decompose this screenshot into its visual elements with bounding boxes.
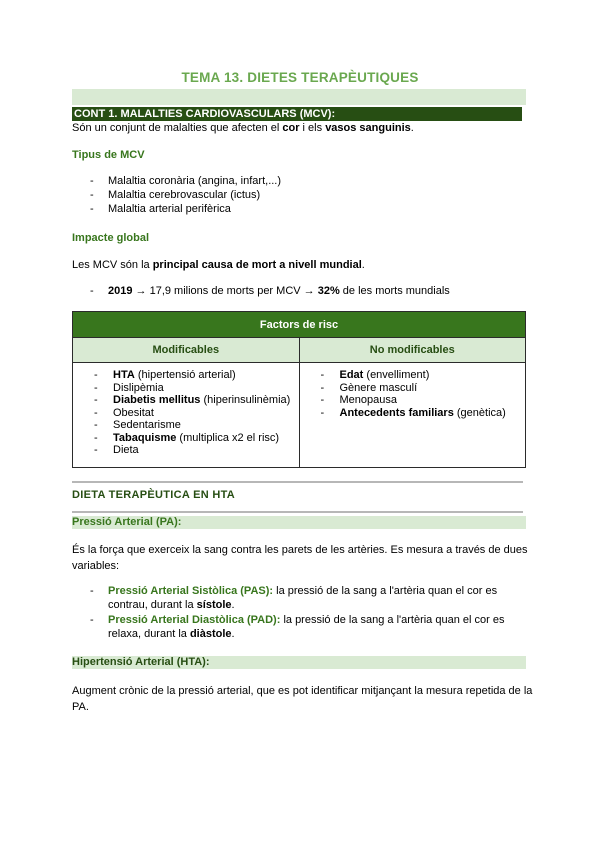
item-bold: HTA bbox=[113, 369, 135, 381]
stat-year: 2019 bbox=[108, 285, 133, 297]
table-list-item bbox=[73, 432, 299, 445]
item-text: Menopausa bbox=[339, 394, 397, 406]
pas-text: la pressió de la sang a l'artèria quan el cor es contrau, durant la bbox=[108, 585, 498, 611]
column-header-non-modifiable: No modificables bbox=[299, 338, 526, 363]
dash-bullet: - bbox=[94, 369, 98, 381]
item-bold: Edat bbox=[339, 369, 364, 381]
dash-bullet: - bbox=[94, 394, 98, 406]
pad-text: la pressió de la sang a l'artèria quan el cor es relaxa, durant la bbox=[108, 614, 505, 640]
risk-table-title: Factors de risc bbox=[73, 312, 526, 338]
non-modifiable-cell bbox=[299, 363, 526, 468]
list-item-text: Malaltia arterial perifèrica bbox=[108, 203, 231, 215]
list-item-text: Malaltia coronària (angina, infart,...) bbox=[108, 175, 282, 187]
list-item-pad bbox=[90, 613, 530, 641]
pa-text: És la força que exerceix la sang contra les parets de les artèries. Es mesura a través de dues variables: bbox=[72, 544, 528, 572]
pas-bold: sístole bbox=[196, 599, 232, 611]
dash-bullet: - bbox=[90, 175, 94, 187]
dash-bullet: - bbox=[320, 369, 325, 381]
title-underline-band bbox=[72, 89, 526, 105]
table-list-item bbox=[300, 382, 526, 395]
table-list-item bbox=[300, 369, 526, 382]
item-text: (envelliment) bbox=[363, 369, 430, 381]
intro-text: . bbox=[410, 122, 414, 134]
intro-text: Són un conjunt de malalties que afecten el bbox=[72, 122, 283, 134]
dash-bullet: - bbox=[94, 431, 98, 444]
dash-bullet: - bbox=[320, 381, 325, 394]
item-text: (hiperinsulinèmia) bbox=[200, 394, 291, 406]
table-list-item bbox=[73, 444, 299, 457]
column-header-modifiable: Modificables bbox=[73, 338, 300, 363]
pad-bold: diàstole bbox=[189, 628, 232, 640]
horizontal-rule bbox=[72, 511, 523, 513]
section1-intro bbox=[72, 121, 414, 135]
item-text: (hipertensió arterial) bbox=[134, 369, 236, 381]
pad-label: Pressió Arterial Diastòlica (PAD): bbox=[108, 614, 281, 626]
impact-stat bbox=[90, 285, 450, 298]
stat-text: de les morts mundials bbox=[339, 285, 450, 297]
intro-bold-vasos: vasos sanguinis bbox=[325, 122, 411, 134]
horizontal-rule bbox=[72, 481, 523, 483]
impact-text-bold: principal causa de mort a nivell mundial bbox=[152, 259, 362, 271]
table-list-item bbox=[73, 382, 299, 395]
item-text: Sedentarisme bbox=[113, 419, 181, 431]
impact-heading: Impacte global bbox=[72, 232, 150, 244]
pa-heading: Pressió Arterial (PA): bbox=[72, 516, 182, 528]
types-heading: Tipus de MCV bbox=[72, 149, 145, 161]
item-bold: Tabaquisme bbox=[113, 431, 177, 444]
dash-bullet: - bbox=[320, 394, 325, 406]
stat-percent: 32% bbox=[317, 285, 340, 297]
dash-bullet: - bbox=[94, 444, 98, 456]
intro-text: i els bbox=[299, 122, 326, 134]
item-bold: Antecedents familiars bbox=[339, 406, 454, 419]
table-list-item bbox=[300, 407, 526, 420]
dash-bullet: - bbox=[90, 189, 94, 201]
table-list-item bbox=[73, 407, 299, 420]
item-text: (genètica) bbox=[453, 406, 506, 419]
table-list-item bbox=[300, 394, 526, 407]
item-text: (multiplica x2 el risc) bbox=[176, 431, 280, 444]
dash-bullet: - bbox=[90, 585, 94, 597]
table-list-item bbox=[73, 369, 299, 382]
pad-post: . bbox=[231, 628, 235, 640]
impact-text-pre: Les MCV són la bbox=[72, 259, 153, 271]
item-text: Gènere masculí bbox=[339, 381, 418, 394]
list-item bbox=[90, 189, 510, 202]
item-text: Dieta bbox=[113, 444, 139, 456]
pas-label: Pressió Arterial Sistòlica (PAS): bbox=[108, 585, 274, 597]
list-item-text: Malaltia cerebrovascular (ictus) bbox=[108, 189, 261, 201]
dash-bullet: - bbox=[90, 203, 94, 215]
item-bold: Diabetis mellitus bbox=[113, 394, 201, 406]
risk-factors-table bbox=[72, 311, 526, 468]
list-item bbox=[90, 175, 510, 188]
section-heading-cont1: CONT 1. MALALTIES CARDIOVASCULARS (MCV): bbox=[72, 107, 522, 121]
hta-heading: Hipertensió Arterial (HTA): bbox=[72, 656, 210, 668]
impact-text-post: . bbox=[361, 259, 365, 271]
dash-bullet: - bbox=[90, 285, 94, 297]
stat-text: → 17,9 milions de morts per MCV → bbox=[132, 285, 318, 297]
dash-bullet: - bbox=[94, 406, 98, 419]
list-item-pas bbox=[90, 584, 530, 612]
pas-post: . bbox=[231, 599, 235, 611]
list-item bbox=[90, 203, 510, 216]
dash-bullet: - bbox=[90, 614, 94, 626]
pa-variables-list bbox=[90, 584, 530, 641]
dash-bullet: - bbox=[94, 419, 98, 431]
table-list-item bbox=[73, 394, 299, 407]
section-heading-hta-diet: DIETA TERAPÈUTICA EN HTA bbox=[72, 489, 236, 501]
dash-bullet: - bbox=[94, 381, 98, 394]
modifiable-cell bbox=[73, 363, 300, 468]
item-text: Obesitat bbox=[113, 406, 154, 419]
table-list-item bbox=[73, 419, 299, 432]
dash-bullet: - bbox=[320, 406, 325, 419]
item-text: Dislipèmia bbox=[113, 381, 164, 394]
types-list bbox=[90, 175, 510, 216]
document-title: TEMA 13. DIETES TERAPÈUTIQUES bbox=[181, 70, 419, 85]
intro-bold-cor: cor bbox=[282, 122, 300, 134]
impact-text bbox=[72, 258, 365, 272]
hta-text: Augment crònic de la pressió arterial, que es pot identificar mitjançant la mesura repetida de la PA. bbox=[72, 685, 533, 713]
